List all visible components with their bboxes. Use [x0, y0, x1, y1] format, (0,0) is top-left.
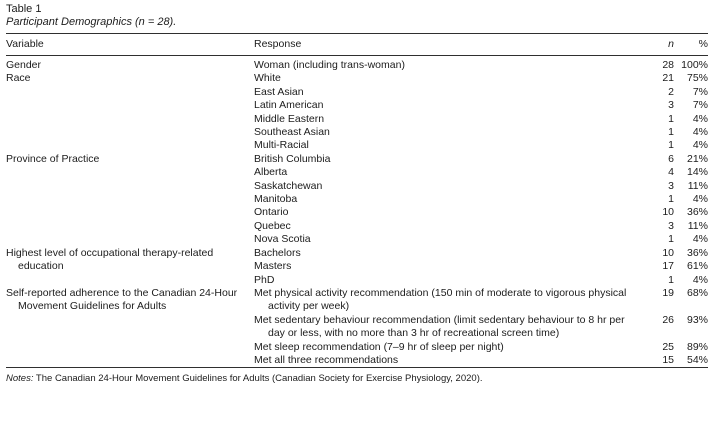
- percent-cell: 14%: [686, 166, 708, 179]
- percent-cell: 4%: [692, 273, 708, 286]
- response-cell: White: [254, 72, 281, 85]
- response-cell: Nova Scotia: [254, 233, 311, 246]
- n-cell: 21: [662, 72, 674, 85]
- variable-cell: Race: [6, 72, 31, 85]
- response-cell: Multi-Racial: [254, 139, 309, 152]
- variable-cell: Province of Practice: [6, 152, 100, 165]
- response-cell: Woman (including trans-woman): [254, 59, 405, 71]
- n-cell: 1: [668, 193, 674, 206]
- n-cell: 17: [662, 260, 674, 273]
- response-cell: Met all three recommendations: [254, 353, 399, 366]
- n-cell: 3: [668, 179, 674, 192]
- percent-cell: 21%: [686, 152, 708, 165]
- variable-cell: Gender: [6, 59, 42, 71]
- response-cell: Alberta: [254, 166, 288, 179]
- n-cell: 1: [668, 139, 674, 152]
- percent-cell: 4%: [692, 112, 708, 125]
- n-cell: 6: [668, 152, 674, 165]
- response-cell: Quebec: [254, 219, 291, 232]
- n-cell: 1: [668, 126, 674, 139]
- percent-cell: 36%: [686, 206, 708, 219]
- demographics-table: [6, 33, 708, 368]
- n-cell: 1: [668, 112, 674, 125]
- notes-label: Notes:: [6, 373, 34, 385]
- response-cell: Met physical activity recommendation (150 min of moderate to vigorous physical activity per week): [254, 286, 627, 313]
- response-cell: Met sedentary behaviour recommendation (limit sedentary behaviour to 8 hr per day or less, with no more than 3 hr of recreational screen time): [254, 313, 625, 340]
- percent-cell: 54%: [686, 353, 708, 366]
- percent-cell: 11%: [687, 219, 708, 232]
- variable-cell: Self-reported adherence to the Canadian 24-Hour Movement Guidelines for Adults: [6, 286, 238, 313]
- response-cell: Bachelors: [254, 246, 301, 259]
- n-cell: 25: [662, 340, 674, 353]
- percent-cell: 4%: [692, 193, 708, 206]
- percent-cell: 4%: [692, 126, 708, 139]
- header-n: n: [646, 34, 674, 56]
- percent-cell: 4%: [692, 139, 708, 152]
- n-cell: 3: [668, 99, 674, 112]
- table-body: [6, 56, 708, 368]
- percent-cell: 7%: [692, 99, 708, 112]
- percent-cell: 7%: [692, 85, 708, 98]
- n-cell: 4: [668, 166, 674, 179]
- n-cell: 10: [662, 246, 674, 259]
- percent-cell: 93%: [686, 313, 708, 326]
- percent-cell: 36%: [686, 246, 708, 259]
- percent-cell: 4%: [692, 233, 708, 246]
- response-cell: British Columbia: [254, 152, 331, 165]
- response-cell: Middle Eastern: [254, 112, 325, 125]
- percent-cell: 61%: [686, 260, 708, 273]
- percent-cell: 11%: [687, 179, 708, 192]
- table-header: [6, 34, 708, 56]
- notes-text: The Canadian 24-Hour Movement Guidelines for Adults (Canadian Society for Exercise Physiology, 2020).: [33, 373, 483, 385]
- n-cell: 15: [662, 353, 674, 366]
- response-cell: East Asian: [254, 85, 304, 98]
- response-cell: Latin American: [254, 99, 324, 112]
- n-cell: 3: [668, 219, 674, 232]
- response-cell: Masters: [254, 260, 292, 273]
- n-cell: 28: [662, 59, 674, 71]
- response-cell: Ontario: [254, 206, 289, 219]
- percent-cell: 89%: [686, 340, 708, 353]
- header-variable: Variable: [6, 34, 254, 56]
- n-cell: 26: [662, 313, 674, 326]
- n-cell: 1: [668, 233, 674, 246]
- n-cell: 2: [668, 85, 674, 98]
- header-response: Response: [254, 34, 646, 56]
- table-row: [6, 287, 708, 314]
- variable-cell: Highest level of occupational therapy-related education: [6, 246, 214, 273]
- percent-cell: 75%: [686, 72, 708, 85]
- response-cell: Manitoba: [254, 193, 298, 206]
- table-row: [6, 72, 708, 85]
- n-cell: 19: [662, 286, 674, 299]
- table-row: [6, 153, 708, 166]
- response-cell: Saskatchewan: [254, 179, 323, 192]
- percent-cell: 100%: [681, 59, 708, 71]
- table-row: [6, 56, 708, 73]
- n-cell: 1: [668, 273, 674, 286]
- header-percent: %: [674, 34, 708, 56]
- table-row: [6, 247, 708, 260]
- response-cell: Southeast Asian: [254, 126, 330, 139]
- table-number: Table 1: [6, 3, 42, 15]
- n-cell: 10: [662, 206, 674, 219]
- response-cell: PhD: [254, 273, 275, 286]
- response-cell: Met sleep recommendation (7–9 hr of sleep per night): [254, 340, 504, 353]
- percent-cell: 68%: [686, 286, 708, 299]
- table-caption: Participant Demographics (n = 28).: [6, 16, 177, 28]
- table-notes: [6, 373, 708, 385]
